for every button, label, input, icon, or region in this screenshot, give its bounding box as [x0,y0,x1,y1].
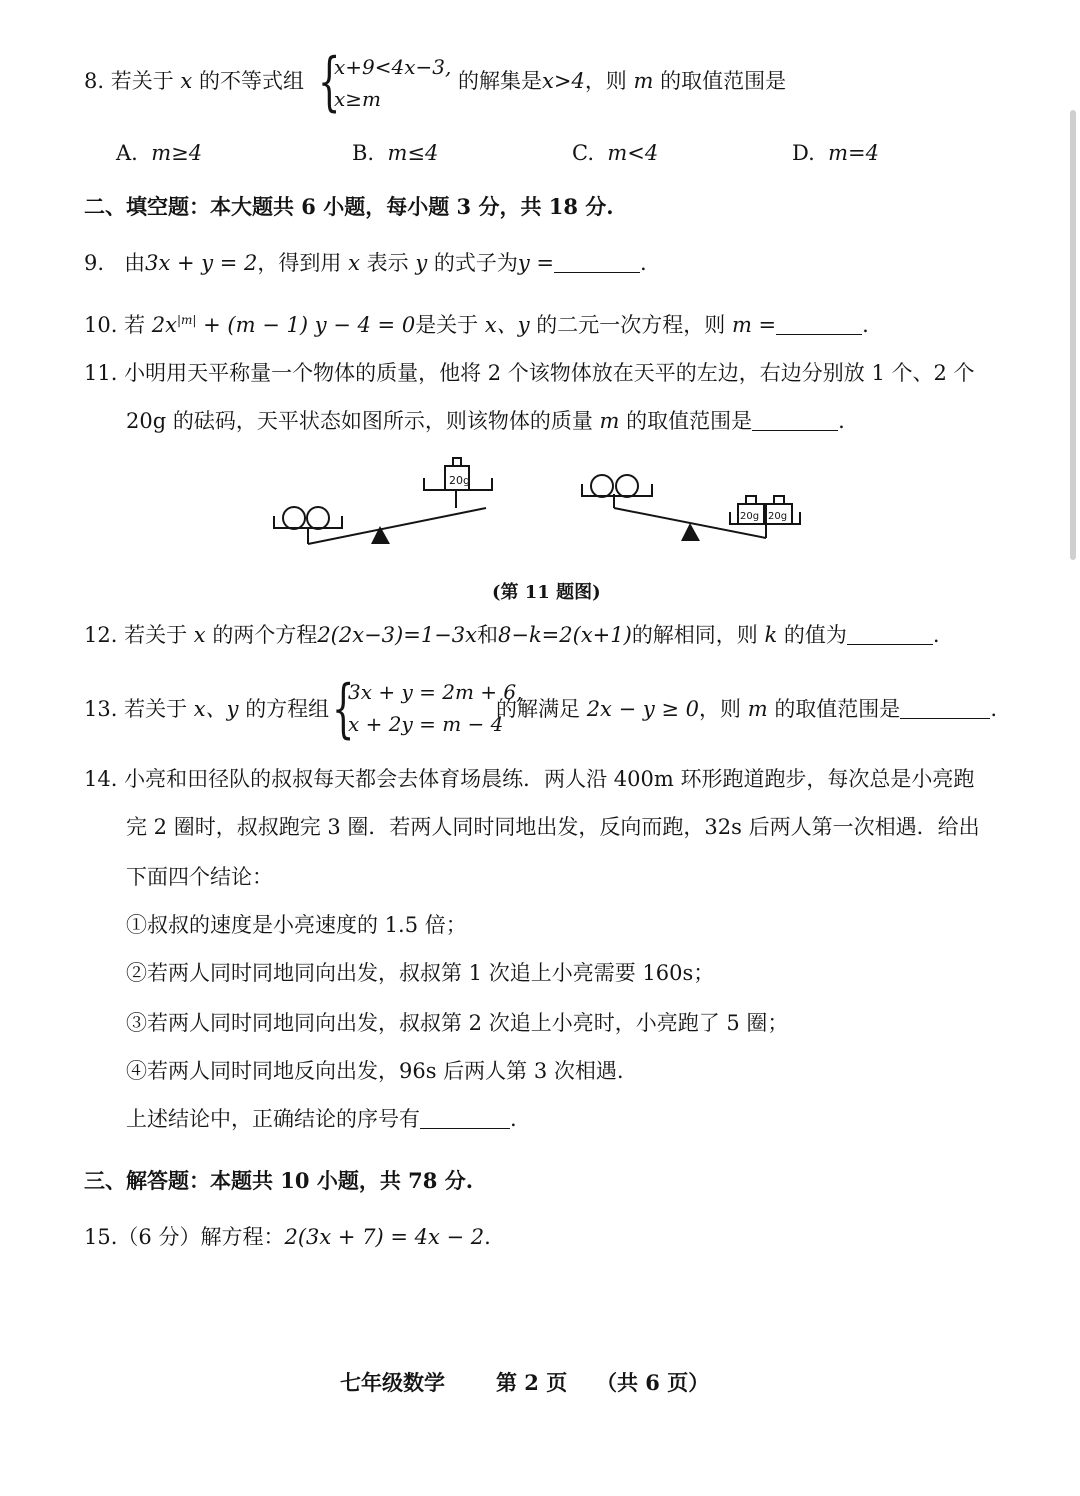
q8-system-row2: x≥m [334,87,382,111]
q14-conclusion-2: ②若两人同时同地同向出发，叔叔第 1 次追上小亮需要 160s； [126,961,715,985]
q8-system-row1: x+9<4x−3, [334,55,452,79]
q13-system-row2: x + 2y = m − 4 [348,712,504,736]
q9-answer-blank[interactable] [554,250,640,273]
q12: 12. 若关于 x 的两个方程2(2x−3)=1−3x和8−k=2(x+1)的解相同，则 k 的值为 . [84,623,940,647]
balance-right [582,475,800,541]
q8-brace: { [318,45,341,119]
q8-lead: 8. 若关于 x 的不等式组 [84,69,304,93]
q8-option-c: C. m<4 [572,141,659,165]
object-circle [307,507,329,529]
footer-page: 第 2 页 [496,1370,568,1395]
q13-system-row1: 3x + y = 2m + 6, [348,680,523,704]
q11-answer-blank[interactable] [752,408,838,431]
scrollbar[interactable] [1070,110,1076,560]
q14-line1: 14. 小亮和田径队的叔叔每天都会去体育场晨练．两人沿 400m 环形跑道跑步，每次总是小亮跑 [84,767,975,791]
q11-line1: 11. 小明用天平称量一个物体的质量，他将 2 个该物体放在天平的左边，右边分别放 1 个、2 个 [84,361,975,385]
footer-subject: 七年级数学 [340,1370,445,1395]
object-circle [283,507,305,529]
q14-line3: 下面四个结论： [126,865,273,889]
q13-answer-blank[interactable] [900,696,990,719]
q11-figure-caption: (第 11 题图) [492,582,601,603]
section2-heading: 二、填空题：本大题共 6 小题，每小题 3 分，共 18 分. [84,194,614,219]
q10: 10. 若 $2x^{|m|} + (m - 1) y - 4 = 0$是关于 x、y 的二元一次方程，则 m = . [84,313,869,337]
q8-tail: 的解集是x>4，则 m 的取值范围是 [458,69,787,93]
weight-label: 20g [740,511,760,522]
balance-left [274,458,492,544]
weight-knob [453,458,461,466]
q10-answer-blank[interactable] [776,312,862,335]
q14-answer-blank[interactable] [420,1106,510,1129]
section3-heading: 三、解答题：本题共 10 小题，共 78 分. [84,1168,474,1193]
object-circle [591,475,613,497]
weight-knob [774,496,784,504]
q14-ask: 上述结论中，正确结论的序号有 . [126,1107,517,1131]
q13-brace: { [332,672,355,746]
q13-tail: 的解满足 2x − y ≥ 0，则 m 的取值范围是 . [496,697,997,721]
q14-line2: 完 2 圈时，叔叔跑完 3 圈．若两人同时同地出发，反向而跑，32s 后两人第一次相遇．给出 [126,815,980,839]
q14-conclusion-4: ④若两人同时同地反向出发，96s 后两人第 3 次相遇. [126,1059,624,1083]
q8-option-b: B. m≤4 [352,141,439,165]
q14-conclusion-1: ①叔叔的速度是小亮速度的 1.5 倍； [126,913,467,937]
balance-right-fulcrum [681,523,700,541]
weight-label: 20g [768,511,788,522]
q14-conclusion-3: ③若两人同时同地同向出发，叔叔第 2 次追上小亮时，小亮跑了 5 圈； [126,1011,789,1035]
q12-answer-blank[interactable] [847,622,933,645]
balance-figures [260,448,820,558]
q11-line2: 20g 的砝码，天平状态如图所示，则该物体的质量 m 的取值范围是 . [126,409,845,433]
q8-option-a: A. m≥4 [116,141,203,165]
weight-knob [746,496,756,504]
q8-option-d: D. m=4 [792,141,879,165]
balance-left-beam [308,508,486,544]
footer-total: （共 6 页） [596,1370,710,1395]
q9: 9. 由3x + y = 2，得到用 x 表示 y 的式子为y = . [84,251,647,275]
object-circle [616,475,638,497]
weight-label: 20g [449,474,470,487]
q13-lead: 13. 若关于 x、y 的方程组 [84,697,330,721]
q15: 15.（6 分）解方程：2(3x + 7) = 4x − 2. [84,1225,491,1249]
